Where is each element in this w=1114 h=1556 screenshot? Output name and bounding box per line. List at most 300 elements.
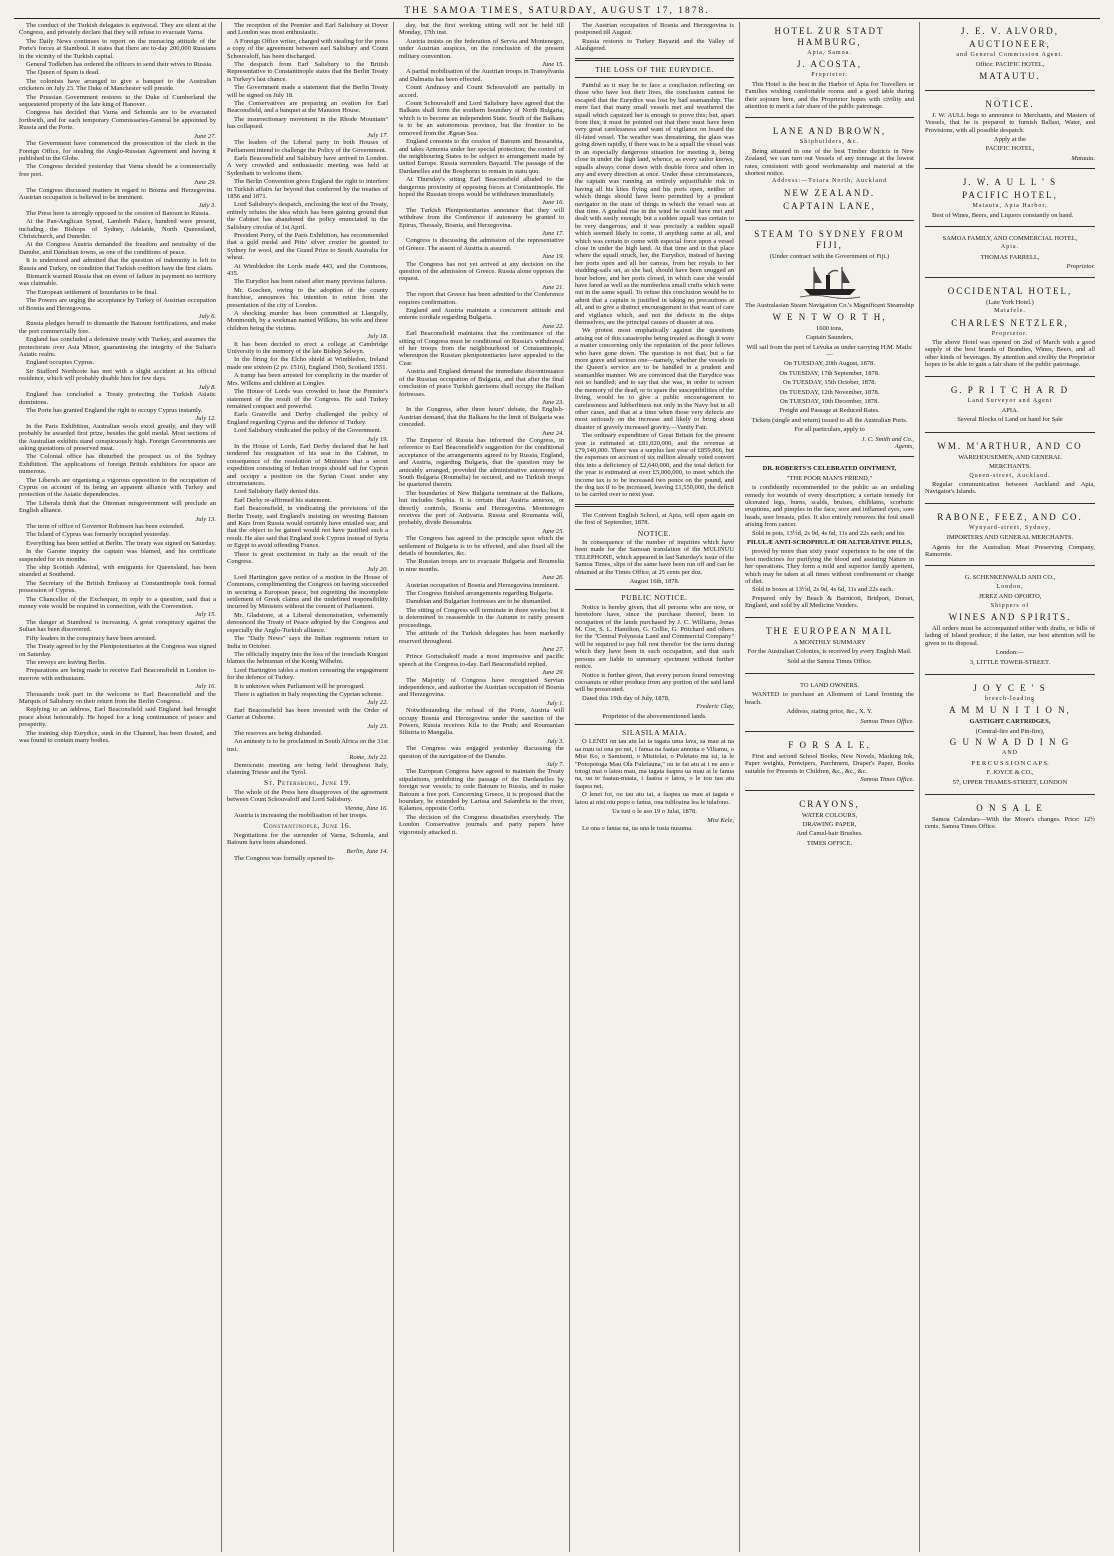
news-paragraph: Austria insists on the federation of Servia and Montenegro, under Austrian auspices, on the conclusion of the present military convention. <box>399 37 564 60</box>
news-paragraph: The Congress decided yesterday that Varna should be a commercially free port. <box>19 163 216 178</box>
ad-text: For the Australian Colonies, is received by every English Mail. <box>747 648 912 656</box>
dateline: July 19. <box>367 435 388 443</box>
ad-title: F O R S A L E. <box>788 739 871 750</box>
dateline: July 20. <box>367 566 388 574</box>
news-paragraph: Replying to an address, Earl Beaconsfield said England had brought peace about honourably. He hoped for a long continuance of peace and prosperity. <box>19 706 216 729</box>
ad-text: J. W. AULL begs to announce to Merchants, and Masters of Vessels, that he is prepared to furnish Ballast, Water, and Provisions, with all possible despatch. <box>925 111 1095 134</box>
dateline: July 3. <box>546 737 564 745</box>
news-paragraph: There is great excitement in Italy as the result of the Congress. <box>227 550 388 566</box>
place-heading: Constantinople, June 16. <box>263 821 352 831</box>
ad-captain: CAPTAIN LANE, <box>783 200 876 211</box>
column-news-2 <box>222 22 394 1552</box>
ad-title: J. W. A U L L ' S <box>962 177 1058 188</box>
ad-subtitle: breech-loading <box>985 696 1035 703</box>
news-paragraph: President Perry, of the Paris Exhibition, has recommended that a gold medal and Pitts' silver crozier be granted to Sydney for wool, and the Grand Prize to South Australia for wheat. <box>227 231 388 262</box>
news-paragraph: The term of office of Governor Robinson has been extended. <box>26 523 185 530</box>
ad-agents: Agents, <box>894 442 914 450</box>
news-paragraph: The Liberals think that the Ottoman misgovernment will preclude an English alliance. <box>19 499 216 515</box>
ad-crayons <box>745 795 914 852</box>
ad-sailing: Will sail from the port of Levuka as under carrying H.M. Mails:— <box>746 343 913 358</box>
news-paragraph: The Turkish Plenipotentiaries announce that they will withdraw from the Conference if autonomy be granted to Epirus, Thessaly, Bosnia, and Herzegovina. <box>399 206 564 229</box>
ad-subtitle: A MONTHLY SUMMARY <box>793 638 866 646</box>
ad-line: DRAWING PAPER, <box>802 820 857 828</box>
dateline: July 13. <box>195 515 216 523</box>
ad-subtitle: AUCTIONEER, <box>969 39 1051 49</box>
column-news-1 <box>14 22 222 1552</box>
news-paragraph: Austrian occupation of Bosnia and Herzegovina imminent. <box>406 581 560 589</box>
divider <box>575 589 734 590</box>
ad-joyce <box>925 679 1095 790</box>
news-paragraph: At the Congress Austria demanded the freedom and neutrality of the Danube, and Danubian towns, as one of the conditions of peace. <box>19 241 216 256</box>
news-paragraph: Austria is increasing the mobilisation of her troops. <box>234 812 368 820</box>
notice-text: In consequence of the number of inquiries which have been made for the Samoan translation of the MULINUU TELEPHONE, which appeared in last Saturday's issue of the Samoa Times, slips of the same have been run off and can be obtained at the Times Office, at 25 cents per doz. <box>575 539 734 576</box>
dateline: July 16. <box>195 683 216 691</box>
news-paragraph: At the Pan-Anglican Synod, Lambeth Palace, hundred were present, including the Bishops of Sydney, Adelaide, North Queensland, Christchurch, and Dunedin. <box>19 218 216 240</box>
dateline: June 24. <box>541 429 564 437</box>
news-paragraph: The Congress discussed matters in regard to Bosnia and Herzegovina. Austrian occupation is believed to be imminent. <box>19 186 216 201</box>
ad-title: LANE AND BROWN, <box>772 126 887 137</box>
ad-title: CRAYONS, <box>799 798 860 809</box>
notice-heading: NOTICE. <box>637 528 672 538</box>
news-paragraph: A tramp has been arrested for complicity in the murder of Mrs. Wilkins and children at Longlev. <box>227 372 388 387</box>
news-paragraph: The reception of the Premier and Earl Salisbury at Dover and London was most enthusiastic. <box>227 22 388 37</box>
ad-london: London:— <box>995 649 1025 657</box>
ad-address: 57, UPPER THAMES-STREET, LONDON <box>952 778 1068 786</box>
divider <box>925 503 1095 504</box>
news-paragraph: Earl Beaconsfield maintains that the continuance of the sitting of Congress must be conditional on Russia's withdrawal of her troops from the neighbourhood of Constantinople, whereupon the Russian plenipotentiaries have appealed to the Czar. <box>399 330 564 367</box>
ad-text: All orders must be accompanied either with drafts, or bills of lading of Island produce; if the latter, our best attention will be given to its disposal. <box>925 625 1095 647</box>
divider <box>925 565 1095 566</box>
convent-notice: The Convent English School, at Apia, will open again on the first of September, 1878. <box>575 511 734 527</box>
news-paragraph: Earl Beaconsfield has been invested with the Order of Garter at Osborne. <box>227 706 388 722</box>
ad-and: AND <box>1002 750 1018 757</box>
ad-land-owners <box>745 678 914 727</box>
ad-pills-text: proved by more than sixty years' experience to be one of the best medicines for purifying the blood and assisting Nature in her operations. They form a mild and superior family aperient, which may be taken at all times without confinement or change of diet. <box>745 548 914 586</box>
silasila-end: Le ona o fanua na, ua una le tusia nusuma. <box>582 824 693 832</box>
news-paragraph: The Queen of Spain is dead. <box>26 69 100 77</box>
ad-owner: THOMAS FARRELL, <box>980 253 1040 261</box>
ad-subtitle: "THE POOR MAN'S FRIEND," <box>786 474 873 482</box>
sailing-date: On TUESDAY, 17th September, 1878. <box>779 369 880 377</box>
news-paragraph: The Eurydice has been raised after many previous failures. <box>234 278 387 286</box>
article-paragraph: The ordinary expenditure of Great Britain for the present year is estimated at £81,020,000, and the revenue at £79,140,000. There was a surplus last year of £859,866, but the expenses on account of six million already voted convert this into a deficiency of £2,640,000, and the total deficit for the year is estimated at over £5,000,000, to meet which the income tax is to be increased two pence on the pound, and the dog tax if to be increased, leaving £1,550,000, the deficit to be carried over to next year. <box>575 432 734 499</box>
news-paragraph: Thousands took part in the welcome to Earl Beaconsfield and the Marquis of Salisbury on their return from the Berlin Congress. <box>19 690 216 705</box>
news-paragraph: The Chancellor of the Exchequer, in reply to a question, said that a money vote would be required in connection, with the Convention. <box>19 595 216 611</box>
ad-schenkenwald <box>925 570 1095 670</box>
ad-title: O N S A L E <box>976 802 1044 813</box>
ad-place: Apia, Samoa. <box>807 50 852 56</box>
ad-text: First and second School Books, New Novels, Marking Ink, Paper weights, Penwipers, Parchment, Draper's Paper, Books suitable for Presents to Children, &c., &c., &c. <box>745 752 914 775</box>
news-paragraph: The Porte has granted England the right to occupy Cyprus instantly. <box>26 406 203 414</box>
ad-firm: F. JOYCE & CO., <box>986 769 1034 777</box>
divider <box>575 77 734 78</box>
news-paragraph: Lord Hartington gave notice of a motion in the House of Commons, complimenting the Congress on having succeeded in securing a European peace, but regretting the incomplete settlement of Greek claims and the undefined responsibility incurred by Ministers without the consent of Parliament. <box>227 573 388 611</box>
news-paragraph: Prince Gortschakoff made a most impressive and pacific speech at the Congress to-day. Earl Beaconsfield replied. <box>399 653 564 668</box>
ad-subtitle: IMPORTERS AND GENERAL MERCHANTS. <box>946 534 1074 542</box>
ad-text: Regular communication between Auckland and Apia, Navigator's Islands. <box>925 480 1095 496</box>
ad-subtitle-3: WINES AND SPIRITS. <box>948 612 1072 623</box>
divider <box>925 432 1095 433</box>
silasila-text-2: O lenei foi, ou tau atu iai, a faapea ua mau ai tagata e latou ai nisi niu popo o fanua, ona tuliloaina lea le tulafono. <box>575 791 734 806</box>
dateline: June 15. <box>541 61 564 69</box>
ad-lane-brown <box>745 122 914 215</box>
ad-subtitle-2: and General Commission Agent. <box>956 52 1064 58</box>
news-paragraph: At Wimbledon the Lords made 443, and the Commons, 435. <box>227 262 388 277</box>
news-paragraph: Earls Beaconsfield and Salisbury have arrived in London. A very crowded and enthusiastic meeting was held at Sydenham to welcome them. <box>227 154 388 177</box>
ad-subtitle-2: Shippers of <box>990 602 1030 609</box>
ad-subtitle: (Late York Hotel.) <box>986 298 1034 306</box>
news-paragraph: Mr. Goschen, owing to the adoption of the county franchise, announces his intention to retire from the presentation of the city of London. <box>227 286 388 309</box>
news-paragraph: England consents to the cession of Batoum and Bessarabia, and takes Armenia under her special protection; the control of the neighbouring States to be subject to arrangement made by united Europe. Russia surrenders Bayazid. The passage of the Dardanelles and the Bosphorus to remain in statu quo. <box>399 138 564 175</box>
news-paragraph: It has been decided to erect a college at Cambridge University to the memory of the late Bishop Selwyn. <box>227 340 388 356</box>
ad-pills-prepared: Prepared only by Beach & Barnicott, Bridport, Dorset, England, and sold by all Medicine Venders. <box>745 594 914 610</box>
ad-office: Samoa Times Office. <box>860 776 914 784</box>
ad-subtitle: WAREHOUSEMEN, AND GENERAL <box>958 453 1062 461</box>
ad-title: STEAM TO SYDNEY FROM FIJI, <box>754 228 905 250</box>
news-paragraph: The House of Lords was crowded to hear the Premier's statement of the result of the Congress. He said Turkey remained compact and powerful. <box>227 388 388 410</box>
ad-apply: For all particulars, apply to <box>794 426 865 434</box>
dateline: Berlin, June 14. <box>346 847 388 855</box>
news-paragraph: At Thursday's sitting Earl Beaconsfield alluded to the dangerous proximity of opposing forces at Constantinople. He hoped the Russian troops would be withdrawn immediately. <box>399 176 564 198</box>
dateline: June 29. <box>193 179 216 187</box>
ad-text: Best of Wines, Beers, and Liquors constantly on hand. <box>932 211 1074 219</box>
news-paragraph: The European Congress have agreed to maintain the Treaty stipulations, prohibiting the passage of the Dardanelles by foreign war vessels; to cede Batoum to Russia, and to make Batoum a free port. Concerning Greece, it is proposed that the boundary, be extended by Larissa and Salambria to the river, Kalamos, opposite Corfu. <box>399 768 564 813</box>
news-paragraph: The Prussian Government restores to the Duke of Cumberland the sequestered property of the late king of Hanover. <box>19 93 216 109</box>
dateline: June 25. <box>541 527 564 535</box>
article-paragraph: We protest most emphatically against the questions arising out of this catastrophe being treated as though it were a matter concerning only the reputation of the poor fellows who have gone down. The question is not that, but a far more grave and serious one—namely, whether the vessels in the Queen's service are to be handled in a prudent and seamanlike manner. We are convinced that the Eurydice was not so handled; and to say that she was, in order to screen the memory of the dead, or to spare the susceptibilities of the living, would be to give a public encouragement to carelessness and lubberliness not only in the Navy but in all other cases, and that at a time when those very defects are most seriously on the increase and likely to bring about disaster of gravely increased gravity.—Vanity Fair. <box>575 327 734 431</box>
news-paragraph: Count Andrassy and Count Schouvaloff are partially in accord. <box>399 84 564 99</box>
column-news-3 <box>394 22 570 1552</box>
news-paragraph: The decision of the Congress dissatisfies everybody. The London Conservative journals and party papers have vigorously attacked it. <box>399 813 564 836</box>
divider <box>925 226 1095 227</box>
ad-text: is confidently recommended to the public as an unfailing remedy for wounds of every description; a certain remedy for ulcerated legs, burns, scalds, bruises, chilblains, scorbutic eruptions, and pimples in the face, sore and inflamed eyes, sore heads, sore breasts, piles. It also entirely removes the foul smell arising from cancer. <box>745 484 914 529</box>
ad-title: G. P R I T C H A R D <box>950 384 1070 395</box>
ad-apply: Apply at the <box>993 136 1027 144</box>
news-paragraph: The Government have commenced the prosecution of the clerk in the Foreign Office, for stealing the Anglo-Russian Agreement and having it published in the Globe. <box>19 140 216 162</box>
divider <box>925 376 1095 377</box>
column-ads-1 <box>740 22 920 1552</box>
ad-text: The above Hotel was opened on 2nd of March with a good supply of the best brands of Brandies, Wines, Beers, and all other kinds of beverages. By attention and civility the Proprietor hopes to be able to gain a fair share of the public patronage. <box>925 338 1095 369</box>
ad-hotel: PACIFIC HOTEL, <box>985 145 1035 153</box>
ad-address: Address, stating price, &c., X. Y. <box>786 708 873 716</box>
divider <box>925 674 1095 675</box>
public-notice-signature-role: Proprietor of the abovementioned lands. <box>602 712 707 720</box>
divider <box>745 673 914 674</box>
news-paragraph: An amnesty is to be proclaimed in South Africa on the 31st inst. <box>227 738 388 753</box>
news-paragraph: England has concluded a defensive treaty with Turkey, and assumes the protectorate over Asia Minor, guaranteeing the integrity of the Sultan's Asiatic realm. <box>19 336 216 359</box>
news-paragraph: The attitude of the Turkish delegates has been markedly reserved throughout. <box>399 630 564 645</box>
news-paragraph: Lord Salisbury flatly denied this. <box>234 488 320 496</box>
news-paragraph: Sir Stafford Northcote has met with a slight accident at his official residence, which will probably disable him for few days. <box>19 367 216 383</box>
ad-roberts-ointment <box>745 461 914 612</box>
news-paragraph: Earls Granville and Derby challenged the policy of England regarding Cyprus and the defence of Turkey. <box>227 411 388 426</box>
news-paragraph: Count Schouvaloff and Lord Salisbury have agreed that the Balkans shall form the southern boundary of North Bulgaria, which is to become an independent State. South of the Balkans is to be an autonomous province, but the frontier to be removed from the Ægean Sea. <box>399 100 564 137</box>
ad-address: 3, LITTLE TOWER-STREET. <box>969 658 1051 666</box>
ad-subtitle: JEREZ AND OPORTO, <box>978 593 1042 601</box>
news-paragraph: England occupies Cyprus. <box>26 359 95 367</box>
ad-office: TIMES OFFICE. <box>806 839 853 847</box>
ad-occidental-hotel <box>925 282 1095 372</box>
masthead: THE SAMOA TIMES, SATURDAY, AUGUST 17, 1878. <box>14 6 1100 19</box>
ad-title: J O Y C E ' S <box>973 683 1047 694</box>
news-paragraph: The Congress finished arrangements regarding Bulgaria. <box>406 590 554 598</box>
ad-place: London, <box>996 583 1024 590</box>
news-paragraph: Notwithstanding the refusal of the Porte, Austria will occupy Bosnia and Herzegovina under the sanction of the Powers, Russia receives Kila to the Pruth; and Roumanian Silistria to Mangalia. <box>399 707 564 737</box>
divider <box>925 168 1095 169</box>
news-paragraph: The training ship Eurydice, sunk in the Channel, has been floated, and was found to contain many bodies. <box>19 729 216 744</box>
article-paragraph: Painful as it may be to face a conclusion reflecting on those who have lost their lives, the conclusion cannot be escaped that the Eurydice was lost by bad seamanship. The mere fact that many small vessels met and weathered the squall which capsized her is enough to prove this; but, apart from this, it must be pointed out that there must have been very great carelessness and want of vigilance on board the ill-fated vessel. The weather was threatening, the glass was going down rapidly, if there was to be a squall the vessel was in an especially dangerous situation for meeting it, being close in under the high land, whence, as every sailor knows, squalls always come down with double force and often in any and every direction at once. Under these circumstances, the captain was running an entirely unjustifiable risk in having all his kites flying and his ports open, neither of which things should have been permitted by a prudent navigator in the state of things in which the vessel was at that time. A gradual rise in the wind he could have met and dealt with easily enough; but a sudden squall was certain to be very dangerous, and it was precisely a sudden squall which seemed likely to come, if anything came at all, and which was certain to come with especial force upon a vessel close in under the high land. At that time and in that place where the squall struck, her, the Eurydice, instead of having her ports open and all her canvas, from her royals to her studding-sails set, as she had, should have been snugged an hour before, and her ports closed, in which case she would have fared as well as the numberless small crafts which were out in the same squall. To refuse this conclusion would be to admit that a captain is justified in taking no precautions at all, and to give a distinct encouragement to that want of care and vigilance which, and not the defects in the ships themselves, are the principal causes of disaster at sea. <box>575 82 734 327</box>
dateline: July 12. <box>195 415 216 423</box>
news-paragraph: In the House of Lords, Earl Derby declared that he had tendered his resignation of his seat in the Cabinet, in consequence of the resolution of Ministers that a secret expedition consisting of Indian troops should sail for Cyprus and occupy a position on the Syrian Coast under any circumstances. <box>227 442 388 487</box>
dateline: July 22. <box>367 699 388 707</box>
ad-address: Address:—Totara North, Auckland <box>771 178 888 185</box>
dateline: July 18. <box>367 333 388 341</box>
news-paragraph: Preparations are being made to receive Earl Beaconsfield in London to-morrow with enthusiasm. <box>19 667 216 682</box>
news-paragraph: The Island of Cyprus was formerly occupied yesterday. <box>26 531 170 539</box>
news-paragraph: The ship Scottish Admiral, with emigrants for Queensland, has been stranded at Southend. <box>19 564 216 579</box>
news-paragraph: Earl Beaconsfield, in vindicating the provisions of the Berlin Treaty, said England's insisting on wresting Batoum and Kars from Russia would certainly have entailed war, and that the object to be gained would not have justified such a result. He also said that England took Cyprus instead of Syria or Egypt to avoid offending France. <box>227 505 388 550</box>
news-paragraph: The Liberals are organising a vigorous opposition to the occupation of Cyprus on account of its being an apparent alliance with Turkey and protection of the Asiatic dependencies. <box>19 476 216 499</box>
news-paragraph: The despatch from Earl Salisbury to the British Representative to Constantinople states that the Berlin Treaty is Turkey's last chance. <box>227 61 388 83</box>
news-paragraph: In the firing for the Elcho shield at Wimbledon, Ireland made one sixteen (2 pv. 1516), England 1560, Scotland 1551. <box>227 356 388 371</box>
silasila-text: O LENEI on tau atu lai ia tagata uma lava, sa mau ai na ua mau isi ona po nei, i fanua na faatau annona o Viliamu, o Misi Ko, o Samisoni, o Misitolai, o Poletato ma isi, ia le "Potopotoga Mau Ola Fulefauna," ou te fai atu ai i ne ano e totogi mai o latou mau, ma tagata faapea ua mau ai le fanua na, ua te faatau-maaia, i faatoa o latou, o le tou tau atu faapea nei. <box>575 738 734 790</box>
news-paragraph: The reserves are being disbanded. <box>234 729 323 737</box>
news-paragraph: The Emperor of Russia has informed the Congress, in reference to Earl Beaconsfield's suggestion for the conditional acceptance of the arrangements agreed to by Russia, England, and Austria, regarding Bulgaria, that the question may be amicably arranged, provided the administrative autonomy of South Bulgaria (Roumelia) be secured, and no Turkish troops be quartered therein. <box>399 436 564 489</box>
ad-office: Office: PACIFIC HOTEL, <box>975 61 1045 69</box>
dateline: July 23. <box>367 722 388 730</box>
divider <box>745 731 914 732</box>
divider <box>745 790 914 791</box>
divider <box>925 90 1095 91</box>
sailing-date: On TUESDAY, 10th December, 1878. <box>779 397 880 405</box>
news-paragraph: The officially inquiry into the loss of the ironclads Kurgust blames the helmsman of the Konig Wilhelm. <box>227 650 388 666</box>
ad-caps: P E R C U S S I O N C A P S. <box>971 759 1049 767</box>
news-paragraph: Lord Salisbury's despatch, enclosing the text of the Treaty, entirely refutes the idea which has been gaining ground that the Cabinet has abandoned the policy enunciated in the Salisbury circular of 1st April. <box>227 201 388 231</box>
dateline: July 3. <box>198 202 216 210</box>
ad-title: TO LAND OWNERS. <box>800 681 859 689</box>
news-paragraph: The Treaty agreed to by the Plenipotentiaries at the Congress was signed on Saturday. <box>19 643 216 658</box>
news-paragraph: A shocking murder has been committed at Llangolly, Monmouth, by a workman named Wilkins, his wife and three children being the victims. <box>227 310 388 332</box>
dateline: June 23. <box>541 398 564 406</box>
ad-for-sale <box>745 736 914 786</box>
ad-price: Sold in pots, 13½d, 2s 9d, 4s 6d, 11s and 22s each; and his <box>752 529 905 537</box>
news-paragraph: In the Garone inquiry the captain was blamed, and his certificate suspended for six months. <box>19 548 216 563</box>
news-paragraph: The "Daily News" says the Indian regiments return to India in October. <box>227 635 388 650</box>
dateline: July 17. <box>367 131 388 139</box>
ad-text: Samoa Calendars—With the Moon's changes. Price: 12½ cents. Samoa Times Office. <box>925 815 1095 831</box>
ad-aull-hotel <box>925 173 1095 222</box>
news-paragraph: The Secretary of the British Embassy at Constantinople took formal possession of Cyprus. <box>19 579 216 595</box>
ad-pills-title: PILULÆ ANTI-SCROPHULÆ OR ALTERATIVE PILLS, <box>746 539 913 547</box>
news-paragraph: The insurrectionary movement in the Rhode Mountain" has collapsed. <box>227 115 388 131</box>
dateline: June 27. <box>541 645 564 653</box>
ad-place: Apia. <box>1000 244 1020 251</box>
ad-text: This Hotel is the best in the Harbor of Apia for Travellers or Families wishing comfortable rooms and a good table during their sojourn here, and the Proprietor hopes with civility and attention to merit a fair share of the public patronage. <box>745 80 914 111</box>
dateline: June 21. <box>541 283 564 291</box>
ad-line: And Camel-hair Brushes. <box>796 830 863 838</box>
public-notice-heading: PUBLIC NOTICE. <box>621 593 688 603</box>
divider <box>745 117 914 118</box>
ad-hotel-hamburg <box>745 22 914 113</box>
ad-captain: Captain Saunders, <box>805 334 854 342</box>
dateline: Rome, July 22. <box>349 754 388 762</box>
dateline: July 8. <box>198 383 216 391</box>
dateline: July 1. <box>546 699 564 707</box>
ad-title: G. SCHENKENWALD AND CO., <box>964 574 1056 582</box>
news-paragraph: Lord Hartington tables a motion censuring the engagement for the defence of Turkey. <box>227 666 388 682</box>
news-paragraph: It is understood and admitted that the question of indemnity is left to Russia and Turkey, on condition that Turkish creditors have the first claim. <box>19 257 216 272</box>
ad-sold: Sold at the Samoa Times Office. <box>787 657 872 665</box>
news-paragraph: The Russian troops are to evacuate Bulgaria and Roumelia in nine months. <box>399 558 564 573</box>
news-paragraph: day, but the first working sitting will not be held till Monday, 17th inst. <box>399 22 564 37</box>
news-paragraph: The Government made a statement that the Berlin Treaty will be signed on July 18. <box>227 84 388 99</box>
ad-freight: Freight and Passage at Reduced Rates. <box>779 407 880 415</box>
news-paragraph: The leaders of the Liberal party in both Houses of Parliament intend to challenge the Policy of the Government. <box>227 139 388 154</box>
ad-text: Being situated in one of the best Timber districts in New Zealand, we can turn out Vessels of any tonnage at the lowest rates, consistent with good workmanship and material at the shortest notice. <box>745 147 914 178</box>
dateline: June 19. <box>541 253 564 261</box>
notice-date: August 16th, 1878. <box>629 578 680 586</box>
news-paragraph: The whole of the Press here disapproves of the agreement between Count Schouvaloff and Lord Salisbury. <box>227 788 388 804</box>
news-paragraph: Bismarck warned Russia that on event of failure in payment no territory was claimable. <box>19 273 216 288</box>
news-paragraph: Earl Derby re-affirmed his statement. <box>234 496 332 504</box>
silasila-date: Ua tusi o le aso 19 o Julai, 1878. <box>612 808 697 815</box>
news-paragraph: The sitting of Congress will terminate in three weeks; but it is determined to reassemble in the Autumn to ratify present proceedings. <box>399 606 564 629</box>
public-notice-text: Notice is hereby given, that all persons who are now, or heretofore have, since the purchase thereof, been in occupation of the lands purchased by J. C. Williams, Jonas M. Coe, S. L. Hamilton, G. Collie, G. Pritchard and others for the "Central Polynesia Land and Commercial Company" will be required to pay full rent therefor for the term during which they have been in such occupation, and that such persons are liable to summary ejectment without further notice. <box>575 603 734 671</box>
news-paragraph: The envoys are leaving Berlin. <box>26 658 106 666</box>
ad-title: DR. ROBERTS'S CELEBRATED OINTMENT, <box>762 465 897 473</box>
ad-title: J. E. V. ALVORD, <box>960 26 1060 36</box>
silasila-signature: Misi Kele, <box>707 817 734 825</box>
ad-fire-types: (Central-fire and Pin-fire), <box>975 727 1045 735</box>
news-paragraph: The Conservatives are preparing an ovation for Earl Beaconsfield, and a banquet at the Mansion House. <box>227 100 388 115</box>
news-paragraph: The Berlin Convention gives England the right to interfere in Turkish affairs far beyond that conferred by the treaties of 1856 and 1871. <box>227 178 388 200</box>
news-paragraph: The danger at Stamboul is increasing. A great conspiracy against the Sultan has been discovered. <box>19 618 216 634</box>
ad-text: WANTED to purchase an Allotment of Land fronting the beach. <box>745 691 914 706</box>
news-paragraph: A partial mobilisation of the Austrian troops in Transylvania and Dalmatia has been effected. <box>399 68 564 83</box>
ad-title: HOTEL ZUR STADT HAMBURG, <box>774 26 885 47</box>
divider <box>745 617 914 618</box>
ad-title: OCCIDENTAL HOTEL, <box>947 285 1073 296</box>
news-paragraph: There is agitation in Italy respecting the Cyprian scheme. <box>234 690 383 698</box>
ad-text: Agents for the Australian Meat Preserving Company, Ramornie. <box>925 543 1095 558</box>
dateline: Vienna, June 16. <box>344 804 388 812</box>
news-paragraph: Congress has decided that Varna and Schumla are to be evacuated forthwith, and for each temporary Commissaries-General be appointed by Russia and the Porte. <box>19 109 216 132</box>
columns <box>14 22 1100 1552</box>
ad-place: APIA. <box>1001 406 1019 414</box>
news-paragraph: The colonists have arranged to give a banquet to the Australian cricketers on July 23. The Duke of Manchester will preside. <box>19 77 216 93</box>
divider <box>925 794 1095 795</box>
news-paragraph: The Congress has agreed to the principle upon which the settlement of Bulgaria is to be effected, and also fixed all the details of boundaries, &c. <box>399 535 564 558</box>
news-paragraph: Everything has been settled at Berlin. The treaty was signed on Saturday. <box>26 539 216 547</box>
news-paragraph: Negotiations for the surrender of Varna, Schumla, and Batoum have been abandoned. <box>227 831 388 847</box>
sailing-date: On TUESDAY, 15th October, 1878. <box>782 379 877 387</box>
news-paragraph: The Powers are urging the acceptance by Turkey of Austrian occupation of Bosnia and Herzegovina. <box>19 297 216 312</box>
ad-company: The Australasian Steam Navigation Co.'s Magnificent Steamship <box>745 302 914 310</box>
dateline: June 16. <box>541 199 564 207</box>
dateline: June 29. <box>541 669 564 677</box>
ad-ammunition: A M M U N I T I O N, <box>949 705 1071 716</box>
ad-tonnage: 1600 tons, <box>815 324 844 332</box>
ad-place: Matautu, Apia Harbor. <box>972 203 1048 210</box>
ad-ship-name: W E N T W O R T H, <box>772 311 887 322</box>
ad-line: WATER COLOURS, <box>801 811 858 819</box>
ad-title: WM. M'ARTHUR, AND CO <box>937 440 1083 451</box>
article-paragraph: Russia restores to Turkey Bayazid and the Valley of Alashgered. <box>575 37 734 53</box>
ad-wadding: G U N W A D D I N G <box>949 737 1071 748</box>
news-paragraph: The Congress has not yet arrived at any decision on the question of the admission of Greece. Russia alone opposes the request. <box>399 260 564 283</box>
dateline: June 27. <box>193 132 216 140</box>
ad-place: Queen-street, Auckland. <box>969 472 1051 479</box>
ad-place: Matautu. <box>1071 154 1095 162</box>
news-paragraph: The Colonial office has disturbed the prospect us of the Sydney Exhibition. The applications of foreign British exhibitors for space are numerous. <box>19 453 216 476</box>
ad-subtitle: Shipbuilders, &c. <box>799 139 860 146</box>
column-ads-2 <box>920 22 1100 1552</box>
dateline: June 22. <box>541 322 564 330</box>
ad-owner: J. ACOSTA, <box>796 59 863 70</box>
ad-cartridges: GASTIGHT CARTRIDGES, <box>969 718 1051 726</box>
dateline: June 17. <box>541 229 564 237</box>
ad-subtitle-2: MERCHANTS. <box>989 463 1031 471</box>
ad-country: NEW ZEALAND. <box>783 187 876 198</box>
dateline: July 7. <box>546 761 564 768</box>
news-paragraph: General Todleben has ordered the officers to send their wives to Russia. <box>26 61 213 69</box>
news-paragraph: The boundaries of New Bulgaria terminate at the Balkans, but includes Sophia. It is certain that Austria annexes, or directly controls, Bosnia and Herzegovina. Montenegro receives the port of Antivaria. Russia and Roumania will, probably, divide Bessarabia. <box>399 489 564 527</box>
news-paragraph: In the Congress, after three hours' debate, the English-Austrian demand, that the Balkans be the limit of Bulgaria was conceded. <box>399 406 564 429</box>
ad-owner: CHARLES NETZLER, <box>951 317 1069 328</box>
divider <box>575 58 734 61</box>
divider <box>745 456 914 457</box>
ad-role: Proprietor. <box>991 330 1029 337</box>
silasila-heading: SILASILA MAIA. <box>621 727 688 737</box>
ad-pritchard <box>925 381 1095 428</box>
news-paragraph: Russia pledges herself to dismantle the Batoum fortifications, and make the port commercially free. <box>19 320 216 335</box>
ad-hotel: PACIFIC HOTEL, <box>962 190 1058 201</box>
ad-agent: J. C. Smith and Co., <box>861 435 914 443</box>
ad-role: Proprietor. <box>1066 263 1095 271</box>
ad-samoa-hotel <box>925 231 1095 273</box>
place-heading: St. Petersburg, June 19. <box>264 778 351 788</box>
public-notice-text-2: Notice is further given, that every person found removing cocoanuts or other produce from any portion of the said land will be prosecuted. <box>575 671 734 694</box>
ad-subtitle: (Under contract with the Government of Fiji.) <box>769 252 890 260</box>
news-paragraph: Austria and England demand the immediate discontinuance of the Russian occupation of Bulgaria, and that after the final conclusion of peace Turkish garrisons shall occupy the Balkan fortresses. <box>399 368 564 398</box>
ad-alvord <box>925 22 1095 86</box>
sailing-date: On TUESDAY, 20th August, 1878. <box>783 360 876 368</box>
ad-tickets: Tickets (single and return) issued to all the Australian Ports. <box>751 416 908 424</box>
news-paragraph: Danubian and Bulgarian fortresses are to be dismantled. <box>406 598 552 606</box>
ad-title: THE EUROPEAN MAIL <box>766 625 893 636</box>
news-paragraph: Fifty leaders in the conspiracy have been arrested. <box>26 634 157 642</box>
article-paragraph: The Austrian occupation of Bosnia and Herzegovina is postponed till August. <box>575 22 734 37</box>
ad-title: NOTICE. <box>985 98 1035 109</box>
ad-place: MATAUTU. <box>979 70 1041 81</box>
divider <box>745 220 914 221</box>
divider <box>575 504 734 507</box>
news-paragraph: The report that Greece has been admitted to the Conference requires confirmation. <box>399 291 564 306</box>
news-paragraph: The conduct of the Turkish delegates is equivocal. They are silent at the Congress, and privately declare that they will refuse to evacuate Varna. <box>19 22 216 37</box>
news-paragraph: It is unknown when Parliament will be prorogued. <box>234 682 365 690</box>
ad-rabone-feez <box>925 508 1095 562</box>
divider <box>925 277 1095 278</box>
news-paragraph: The Press here is strongly opposed to the cession of Batoum to Russia. <box>26 209 210 217</box>
news-paragraph: Congress is discussing the admission of the representative of Greece. The assent of Austria is assured. <box>399 237 564 252</box>
dateline: June 26. <box>541 574 564 582</box>
public-notice-signature: Frederic Clay, <box>696 703 734 711</box>
news-paragraph: The Majority of Congress have recognised Servian independence, and authorise the Austrian occupation of Bosnia and Herzegovina. <box>399 676 564 699</box>
ad-office: Samoa Times Office. <box>860 717 914 725</box>
ad-title: SAMOA FAMILY, AND COMMERCIAL HOTEL, <box>942 235 1078 243</box>
news-paragraph: In the Paris Exhibition, Australian wools excel greatly, and they will probably be awarded first prize, besides the gold medal. Most sections of the Australian exhibits stand conspicuously high. Foreign Governments are asking quotations of preserved meat. <box>19 422 216 452</box>
ad-text: Several Blocks of Land on hand for Sale <box>957 416 1063 424</box>
